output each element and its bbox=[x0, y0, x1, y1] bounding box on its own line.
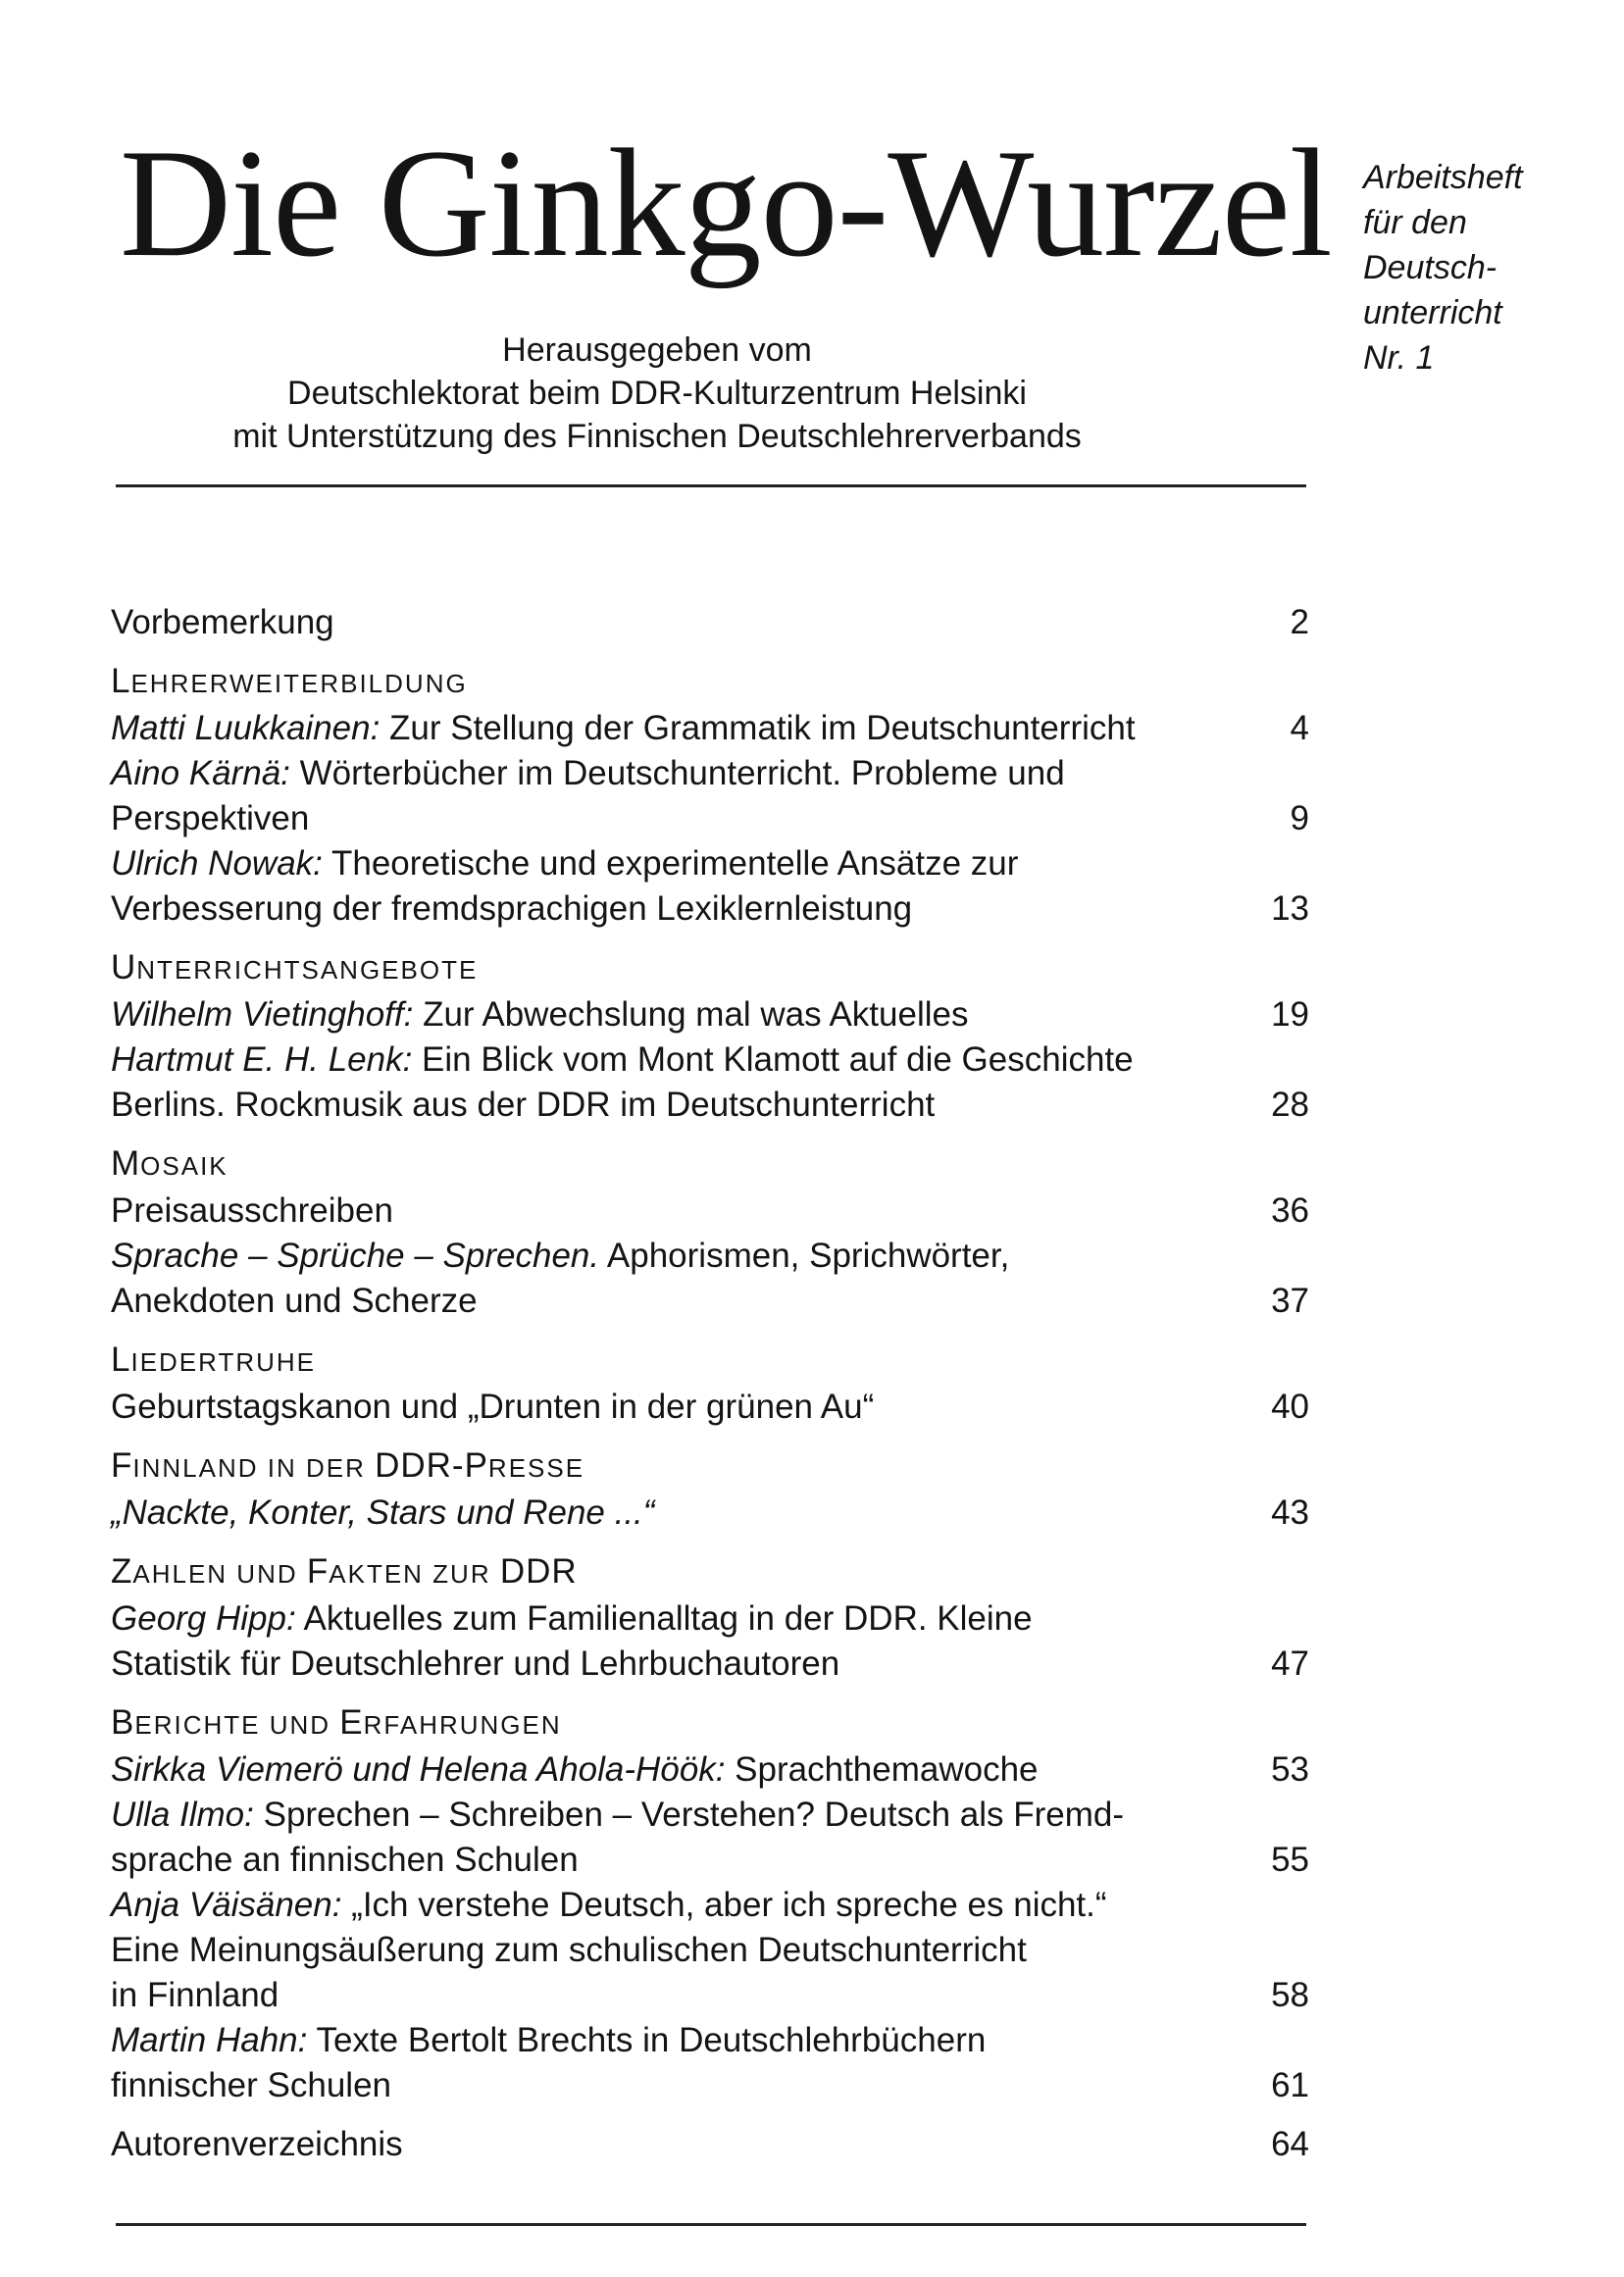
series-note-line: Deutsch- bbox=[1363, 249, 1497, 286]
section-heading-initial: B bbox=[111, 1703, 135, 1742]
toc-entry bbox=[111, 1596, 1309, 1687]
toc-entry-text: Geburtstagskanon und „Drunten in der grünen Au“ bbox=[111, 1388, 875, 1426]
toc-entry-line bbox=[111, 1838, 1231, 1883]
toc-entry-author: Hartmut E. H. Lenk: bbox=[111, 1040, 413, 1079]
toc-entry-text: Anekdoten und Scherze bbox=[111, 1282, 478, 1320]
toc-page-number: 28 bbox=[1271, 1086, 1309, 1124]
toc-entry-line bbox=[111, 751, 1231, 796]
section-heading-initial: Z bbox=[111, 1552, 133, 1591]
toc-entry-line bbox=[111, 1642, 1231, 1687]
toc-entry-title: Autorenverzeichnis bbox=[111, 2125, 403, 2163]
section-heading-rest: OSAIK bbox=[140, 1151, 228, 1181]
toc-page-number: 40 bbox=[1271, 1388, 1309, 1426]
toc-entry-line bbox=[111, 841, 1231, 886]
toc-entry bbox=[111, 841, 1309, 932]
toc-entry bbox=[111, 706, 1309, 751]
toc-entry-line bbox=[111, 1596, 1231, 1642]
section-heading-rest: AKTEN ZUR bbox=[329, 1559, 500, 1589]
toc-entry-line bbox=[111, 1083, 1231, 1128]
toc-entry bbox=[111, 1747, 1309, 1793]
toc-entry-text: in Finnland bbox=[111, 1976, 279, 2014]
toc-sections bbox=[111, 659, 1309, 2108]
toc-entry-text: Theoretische und experimentelle Ansätze zur bbox=[322, 844, 1019, 883]
toc-entry-line bbox=[111, 1747, 1231, 1793]
toc-entry-text: Zur Stellung der Grammatik im Deutschunterricht bbox=[380, 709, 1136, 747]
toc-entry-text: Aphorismen, Sprichwörter, bbox=[599, 1237, 1010, 1275]
section-heading-rest: EHRERWEITERBILDUNG bbox=[130, 669, 468, 698]
section-heading-initial: L bbox=[111, 1341, 131, 1379]
toc-entry-text: Sprachthemawoche bbox=[725, 1750, 1039, 1789]
toc-entry-text: Zur Abwechslung mal was Aktuelles bbox=[413, 995, 969, 1034]
toc-entry-line bbox=[111, 2063, 1231, 2108]
toc-page-number: 36 bbox=[1271, 1191, 1309, 1230]
toc-entry-line bbox=[111, 796, 1231, 841]
toc-entry bbox=[111, 751, 1309, 841]
toc-entry-author: Sirkka Viemerö und Helena Ahola-Höök: bbox=[111, 1750, 726, 1789]
toc-entry bbox=[111, 1037, 1309, 1128]
section-heading-initial: U bbox=[111, 948, 137, 987]
toc-entry bbox=[111, 1189, 1309, 1234]
toc-entry-text: Aktuelles zum Familienalltag in der DDR. Kleine bbox=[295, 1599, 1033, 1638]
section-heading-initial: DDR bbox=[499, 1552, 578, 1591]
toc-entry-text: Wörterbücher im Deutschunterricht. Probleme und bbox=[289, 754, 1065, 792]
toc-entry-text: finnischer Schulen bbox=[111, 2066, 391, 2104]
toc-page-number: 37 bbox=[1271, 1282, 1309, 1320]
toc-entry bbox=[111, 992, 1309, 1037]
toc-section-heading bbox=[111, 1700, 1309, 1747]
journal-title: Die Ginkgo-Wurzel bbox=[120, 118, 1332, 289]
toc-entry-text: Texte Bertolt Brechts in Deutschlehrbüchern bbox=[307, 2021, 987, 2059]
section-heading-rest: INNLAND IN DER bbox=[132, 1453, 376, 1483]
series-note-line: unterricht bbox=[1363, 294, 1502, 331]
toc-entry-line bbox=[111, 1234, 1231, 1279]
toc-page-number: 19 bbox=[1271, 995, 1309, 1034]
toc-page-number: 55 bbox=[1271, 1841, 1309, 1879]
series-note-line: Nr. 1 bbox=[1363, 339, 1435, 377]
toc-entry-author: Ulla Ilmo: bbox=[111, 1796, 254, 1834]
table-of-contents bbox=[111, 600, 1309, 2167]
publisher-line: Herausgegeben vom bbox=[502, 331, 812, 369]
toc-entry-line bbox=[111, 1385, 1231, 1430]
toc-entry bbox=[111, 1883, 1309, 2018]
footer-divider bbox=[116, 2223, 1306, 2226]
section-heading-initial: DDR-P bbox=[375, 1446, 488, 1485]
toc-page-number: 9 bbox=[1290, 799, 1309, 837]
toc-entry-line bbox=[111, 1279, 1231, 1324]
toc-page-number: 4 bbox=[1290, 709, 1309, 747]
toc-section-heading bbox=[111, 1141, 1309, 1189]
toc-page-number: 58 bbox=[1271, 1976, 1309, 2014]
header-divider bbox=[116, 484, 1306, 487]
series-note bbox=[1363, 155, 1599, 380]
toc-entry-line bbox=[111, 2018, 1231, 2063]
toc-page-number: 2 bbox=[1290, 603, 1309, 641]
toc-section-heading bbox=[111, 945, 1309, 992]
toc-page-number: 61 bbox=[1271, 2066, 1309, 2104]
toc-entry bbox=[111, 1234, 1309, 1324]
publisher-block bbox=[120, 329, 1194, 458]
series-note-line: für den bbox=[1363, 204, 1467, 241]
toc-entry-outro bbox=[111, 2122, 1309, 2167]
toc-entry bbox=[111, 1385, 1309, 1430]
section-heading-rest: AHLEN UND bbox=[132, 1559, 307, 1589]
toc-section-heading bbox=[111, 659, 1309, 706]
toc-section-heading bbox=[111, 1549, 1309, 1596]
section-heading-rest: IEDERTRUHE bbox=[130, 1347, 317, 1377]
toc-entry-line bbox=[111, 886, 1231, 932]
toc-entry bbox=[111, 1491, 1309, 1536]
toc-section-heading bbox=[111, 1443, 1309, 1491]
toc-entry-text: Statistik für Deutschlehrer und Lehrbuchautoren bbox=[111, 1644, 840, 1683]
publisher-line: Deutschlektorat beim DDR-Kulturzentrum Helsinki bbox=[287, 375, 1027, 412]
toc-page-number: 43 bbox=[1271, 1493, 1309, 1532]
toc-entry-line bbox=[111, 706, 1231, 751]
toc-entry-author: Wilhelm Vietinghoff: bbox=[111, 995, 414, 1034]
toc-entry-author: „Nackte, Konter, Stars und Rene ...“ bbox=[111, 1493, 655, 1532]
toc-entry-intro bbox=[111, 600, 1309, 645]
section-heading-initial: L bbox=[111, 662, 131, 700]
toc-entry-author: Matti Luukkainen: bbox=[111, 709, 381, 747]
toc-entry-text: Ein Blick vom Mont Klamott auf die Geschichte bbox=[412, 1040, 1134, 1079]
toc-entry-author: Ulrich Nowak: bbox=[111, 844, 323, 883]
publisher-line: mit Unterstützung des Finnischen Deutschlehrerverbands bbox=[232, 418, 1082, 455]
toc-entry-author: Martin Hahn: bbox=[111, 2021, 308, 2059]
toc-page-number: 47 bbox=[1271, 1644, 1309, 1683]
toc-entry-text: Eine Meinungsäußerung zum schulischen Deutschunterricht bbox=[111, 1931, 1027, 1969]
toc-section-heading bbox=[111, 1338, 1309, 1385]
toc-entry bbox=[111, 1793, 1309, 1883]
section-heading-rest: RFAHRUNGEN bbox=[363, 1710, 562, 1740]
toc-entry-line bbox=[111, 1189, 1231, 1234]
toc-entry-text: sprache an finnischen Schulen bbox=[111, 1841, 579, 1879]
toc-entry-line bbox=[111, 1037, 1231, 1083]
series-note-line: Arbeitsheft bbox=[1363, 159, 1523, 196]
section-heading-rest: ERICHTE UND bbox=[134, 1710, 340, 1740]
toc-entry-line bbox=[111, 1973, 1231, 2018]
section-heading-initial: E bbox=[339, 1703, 364, 1742]
section-heading-rest: NTERRICHTSANGEBOTE bbox=[136, 955, 479, 985]
toc-entry-text: Sprechen – Schreiben – Verstehen? Deutsch als Fremd- bbox=[253, 1796, 1125, 1834]
toc-entry-text: Verbesserung der fremdsprachigen Lexiklernleistung bbox=[111, 889, 913, 928]
toc-entry-author: Georg Hipp: bbox=[111, 1599, 296, 1638]
toc-entry-line bbox=[111, 1883, 1231, 1928]
toc-entry-title: Vorbemerkung bbox=[111, 603, 334, 641]
toc-entry-text: Perspektiven bbox=[111, 799, 310, 837]
toc-page-number: 53 bbox=[1271, 1750, 1309, 1789]
toc-entry-line bbox=[111, 1793, 1231, 1838]
toc-entry-line bbox=[111, 1928, 1231, 1973]
section-heading-rest: RESSE bbox=[487, 1453, 585, 1483]
toc-entry-author: Anja Väisänen: bbox=[111, 1886, 342, 1924]
toc-entry-author: Sprache – Sprüche – Sprechen. bbox=[111, 1237, 600, 1275]
section-heading-initial: F bbox=[306, 1552, 330, 1591]
toc-entry-author: Aino Kärnä: bbox=[111, 754, 290, 792]
toc-entry-text: Preisausschreiben bbox=[111, 1191, 393, 1230]
section-heading-initial: F bbox=[111, 1446, 133, 1485]
toc-entry bbox=[111, 2018, 1309, 2108]
toc-entry-line bbox=[111, 992, 1231, 1037]
toc-page-number: 13 bbox=[1271, 889, 1309, 928]
toc-entry-text: Berlins. Rockmusik aus der DDR im Deutschunterricht bbox=[111, 1086, 936, 1124]
section-heading-initial: M bbox=[111, 1144, 141, 1183]
toc-page-number: 64 bbox=[1271, 2125, 1309, 2163]
toc-entry-text: „Ich verstehe Deutsch, aber ich spreche es nicht.“ bbox=[341, 1886, 1107, 1924]
toc-entry-line bbox=[111, 1491, 1231, 1536]
